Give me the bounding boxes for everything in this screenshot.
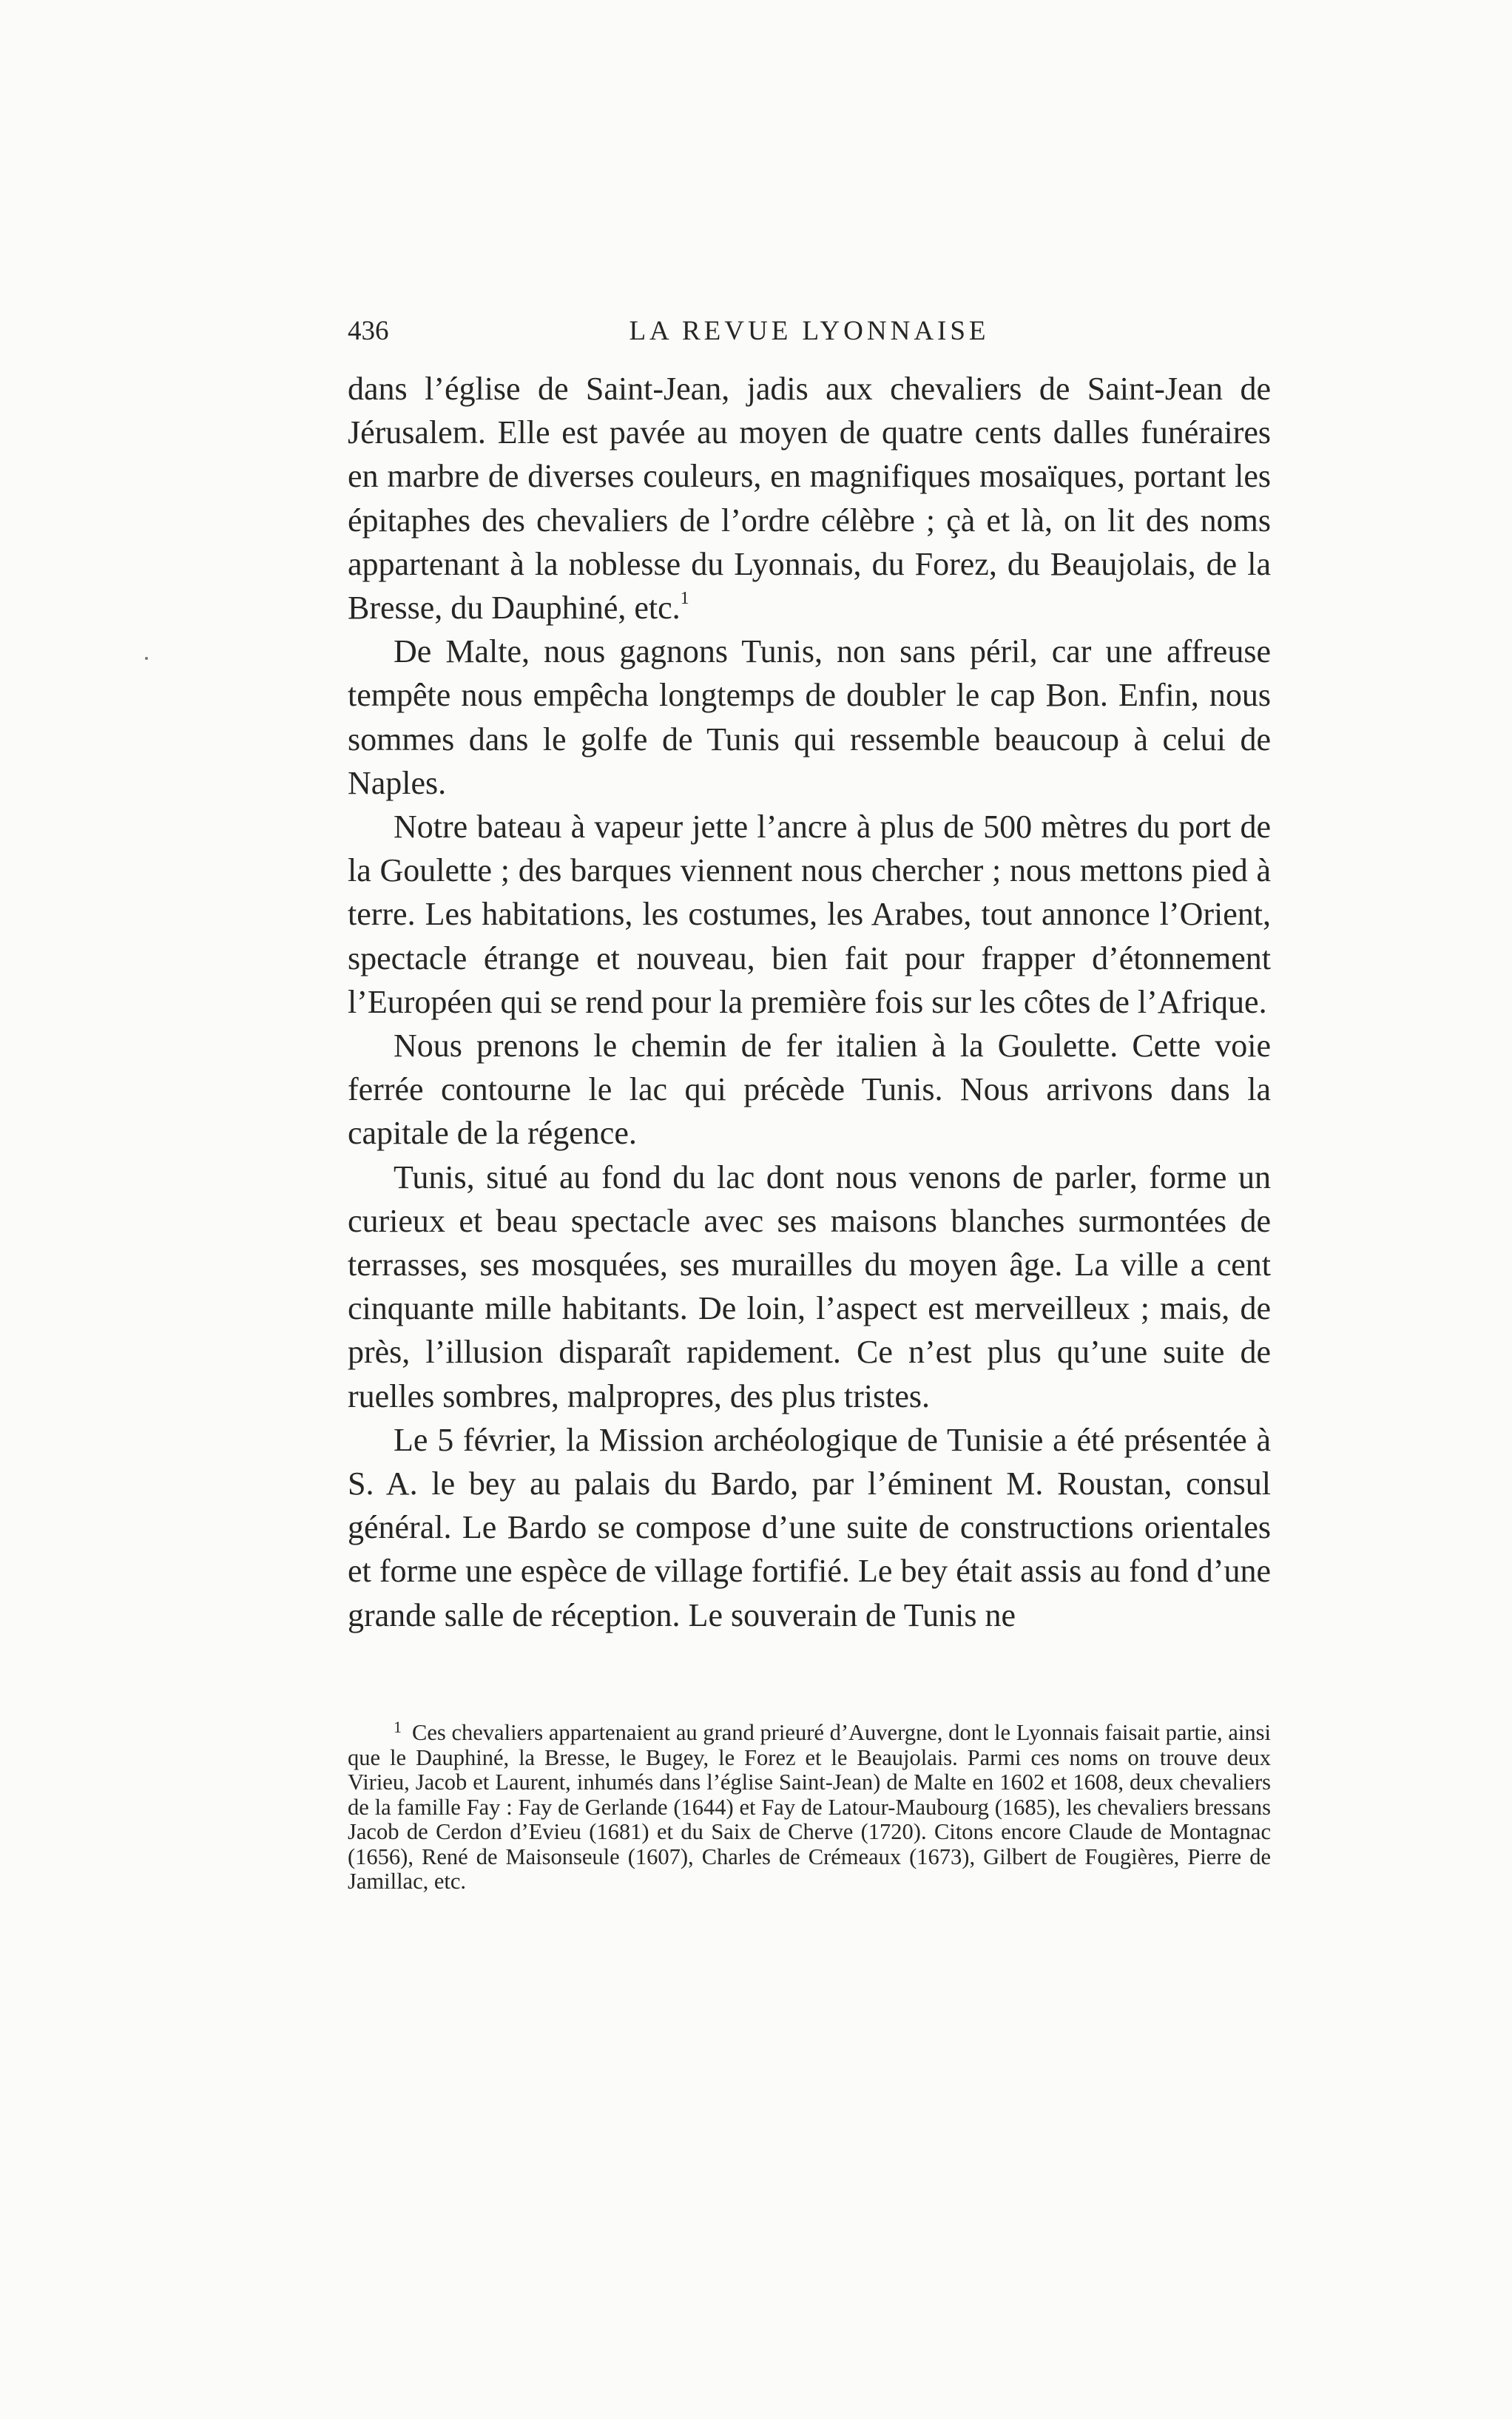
- paragraph-6: Le 5 février, la Mission archéologique de Tunisie a été présentée à S. A. le bey au palais du Bardo, par l’éminent M. Roustan, consul général. Le Bardo se compose d’une suite de constructions orientales et forme une espèce de village fortifié. Le bey était assis au fond d’une grande salle de réception. Le souverain de Tunis ne: [348, 1421, 1271, 1633]
- page-header: [348, 309, 1271, 354]
- paragraph-5: Tunis, situé au fond du lac dont nous venons de parler, forme un curieux et beau spectacle avec ses maisons blanches surmontées de terrasses, ses mosquées, ses murailles du moyen âge. La ville a cent cinquante mille habitants. De loin, l’aspect est merveilleux ; mais, de près, l’illusion disparaît rapidement. Ce n’est plus qu’une suite de ruelles sombres, malpropres, des plus tristes.: [348, 1158, 1271, 1414]
- body-text: [348, 367, 1271, 1637]
- paragraph-4: Nous prenons le chemin de fer italien à la Goulette. Cette voie ferrée contourne le lac qui précède Tunis. Nous arrivons dans la capitale de la régence.: [348, 1028, 1271, 1152]
- paragraph-1: [348, 367, 1271, 630]
- running-title: LA REVUE LYONNAISE: [629, 316, 990, 346]
- footnote-marker: 1: [394, 1718, 402, 1736]
- margin-speck: [145, 657, 148, 660]
- footnote-paragraph: [348, 1718, 1271, 1895]
- footnote: [348, 1718, 1271, 1895]
- paragraph-3: Notre bateau à vapeur jette l’ancre à plus de 500 mètres du port de la Goulette ; des barques viennent nous chercher ; nous mettons pied à terre. Les habitations, les costumes, les Arabes, tout annonce l’Orient, spectacle étrange et nouveau, bien fait pour frapper d’étonnement l’Européen qui se rend pour la première fois sur les côtes de l’Afrique.: [348, 809, 1271, 1020]
- footnote-text: Ces chevaliers appartenaient au grand prieuré d’Auvergne, dont le Lyonnais faisait partie, ainsi que le Dauphiné, la Bresse, le Bugey, le Forez et le Beaujolais. Parmi ces noms on trouve deux Virieu, Jacob et Laurent, inhumés dans l’église Saint-Jean) de Malte en 1602 et 1608, deux chevaliers de la famille Fay : Fay de Gerlande (1644) et Fay de Latour-Maubourg (1685), les chevaliers bressans Jacob de Cerdon d’Evieu (1681) et du Saix de Cherve (1720). Citons encore Claude de Montagnac (1656), René de Maisonseule (1607), Charles de Crémeaux (1673), Gilbert de Fougières, Pierre de Jamillac, etc.: [348, 1720, 1271, 1894]
- footnote-reference: 1: [680, 589, 689, 609]
- page-number: 436: [348, 316, 389, 346]
- paragraph-1-text: dans l’église de Saint-Jean, jadis aux chevaliers de Saint-Jean de Jérusalem. Elle est pavée au moyen de quatre cents dalles funéraires en marbre de diverses couleurs, en magnifiques mosaïques, portant les épitaphes des chevaliers de l’ordre célèbre ; çà et là, on lit des noms appartenant à la noblesse du Lyonnais, du Forez, du Beaujolais, de la Bresse, du Dauphiné, etc.: [348, 371, 1271, 627]
- paragraph-2: De Malte, nous gagnons Tunis, non sans péril, car une affreuse tempête nous empêcha longtemps de doubler le cap Bon. Enfin, nous sommes dans le golfe de Tunis qui ressemble beaucoup à celui de Naples.: [348, 633, 1271, 801]
